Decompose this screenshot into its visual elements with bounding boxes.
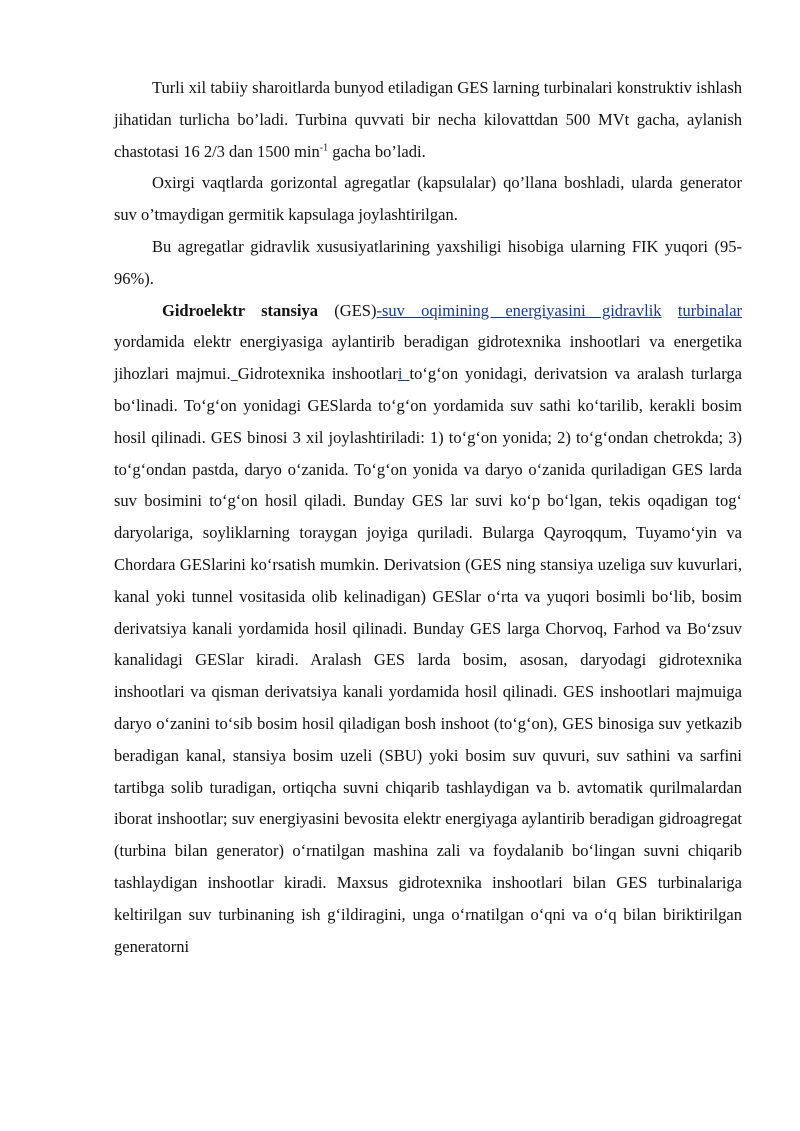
link-turbinalar[interactable]: turbinalar — [677, 300, 743, 320]
link-underline-space[interactable] — [231, 364, 238, 383]
paragraph-horizontal-units: Oxirgi vaqtlarda gorizontal agregatlar (kapsulalar) qo’llana boshladi, ularda generator suv o’tmaydigan germitik kapsulaga joylashtirilgan. — [114, 173, 742, 225]
term-gidroelektr-stansiya: Gidroelektr stansiya — [162, 300, 318, 320]
document-body — [114, 72, 742, 962]
paragraph-ges-definition: Gidroelektr stansiya (GES)-suv oqimining energiyasini gidravlik turbinalar yordamida elektr energiyasiga aylantirib beradigan gidrotexnika inshootlari va energetika jihozlari majmui. Gidrotexnika inshootlari to‘g‘on yonidagi, derivatsion va aralash turlarga bo‘linadi. To‘g‘on yonidagi GESlarda to‘g‘on yordamida suv sathi ko‘tarilib, kerakli bosim hosil qilinadi. GES binosi 3 xil joylashtiriladi: 1) to‘g‘on yonida; 2) to‘g‘ondan chetrokda; 3) to‘g‘ondan pastda, daryo o‘zanida. To‘g‘on yonida va daryo o‘zanida quriladigan GES larda suv bosimini to‘g‘on hosil qiladi. Bunday GES lar suvi ko‘p bo‘lgan, tekis oqadigan tog‘ daryolariga, soyliklarning toraygan joyiga quriladi. Bularga Qayroqqum, Tuyamo‘yin va Chordara GESlarini ko‘rsatish mumkin. Derivatsion (GES ning stansiya uzeliga suv kuvurlari, kanal yoki tunnel vositasida olib kelinadigan) GESlar o‘rta va yuqori bosimli bo‘lib, bosim derivatsiya kanali yordamida hosil qilinadi. Bunday GES larga Chorvoq, Farhod va Bo‘zsuv kanalidagi GESlar kiradi. Aralash GES larda bosim, asosan, daryodagi gidrotexnika inshootlari va qisman derivatsiya kanali yordamida hosil qilinadi. GES inshootlari majmuiga daryo o‘zanini to‘sib bosim hosil qiladigan bosh inshoot (to‘g‘on), GES binosiga suv yetkazib beradigan kanal, stansiya bosim uzeli (SBU) yoki bosim suv quvuri, suv sathini va sarfini tartibga solib turadigan, ortiqcha suvni chiqarib tashlaydigan va b. avtomatik qurilmalardan iborat inshootlar; suv energiyasini bevosita elektr energiyaga aylantirib beradigan gidroagregat (turbina bilan generator) o‘rnatilgan mashina zali va foydalanib bo‘lingan suvni chiqarib tashlaydigan inshootlar kiradi. Maxsus gidrotexnika inshootlari bilan GES turbinalariga keltirilgan suv turbinaning ish g‘ildiragini, unga o‘rnatilgan o‘qni va o‘q bilan biriktirilgan generatorni — [114, 300, 743, 956]
superscript-minus-one: -1 — [319, 142, 329, 154]
link-inshootlari-suffix[interactable]: i — [397, 364, 410, 384]
paragraph-efficiency: Bu agregatlar gidravlik xususiyatlarining yaxshiligi hisobiga ularning FIK yuqori (95-96%). — [114, 236, 742, 288]
link-water-flow-energy[interactable]: -suv oqimining energiyasini gidravlik — [376, 300, 662, 320]
paragraph-turbine-types: Turli xil tabiiy sharoitlarda bunyod etiladigan GES larning turbinalari konstruktiv ishlash jihatidan turlicha bo’ladi. Turbina quvvati bir necha kilovattdan 500 MVt gacha, aylanish chastotasi 16 2/3 dan 1500 $\min^{-1}$ gacha bo’ladi. — [114, 78, 742, 161]
